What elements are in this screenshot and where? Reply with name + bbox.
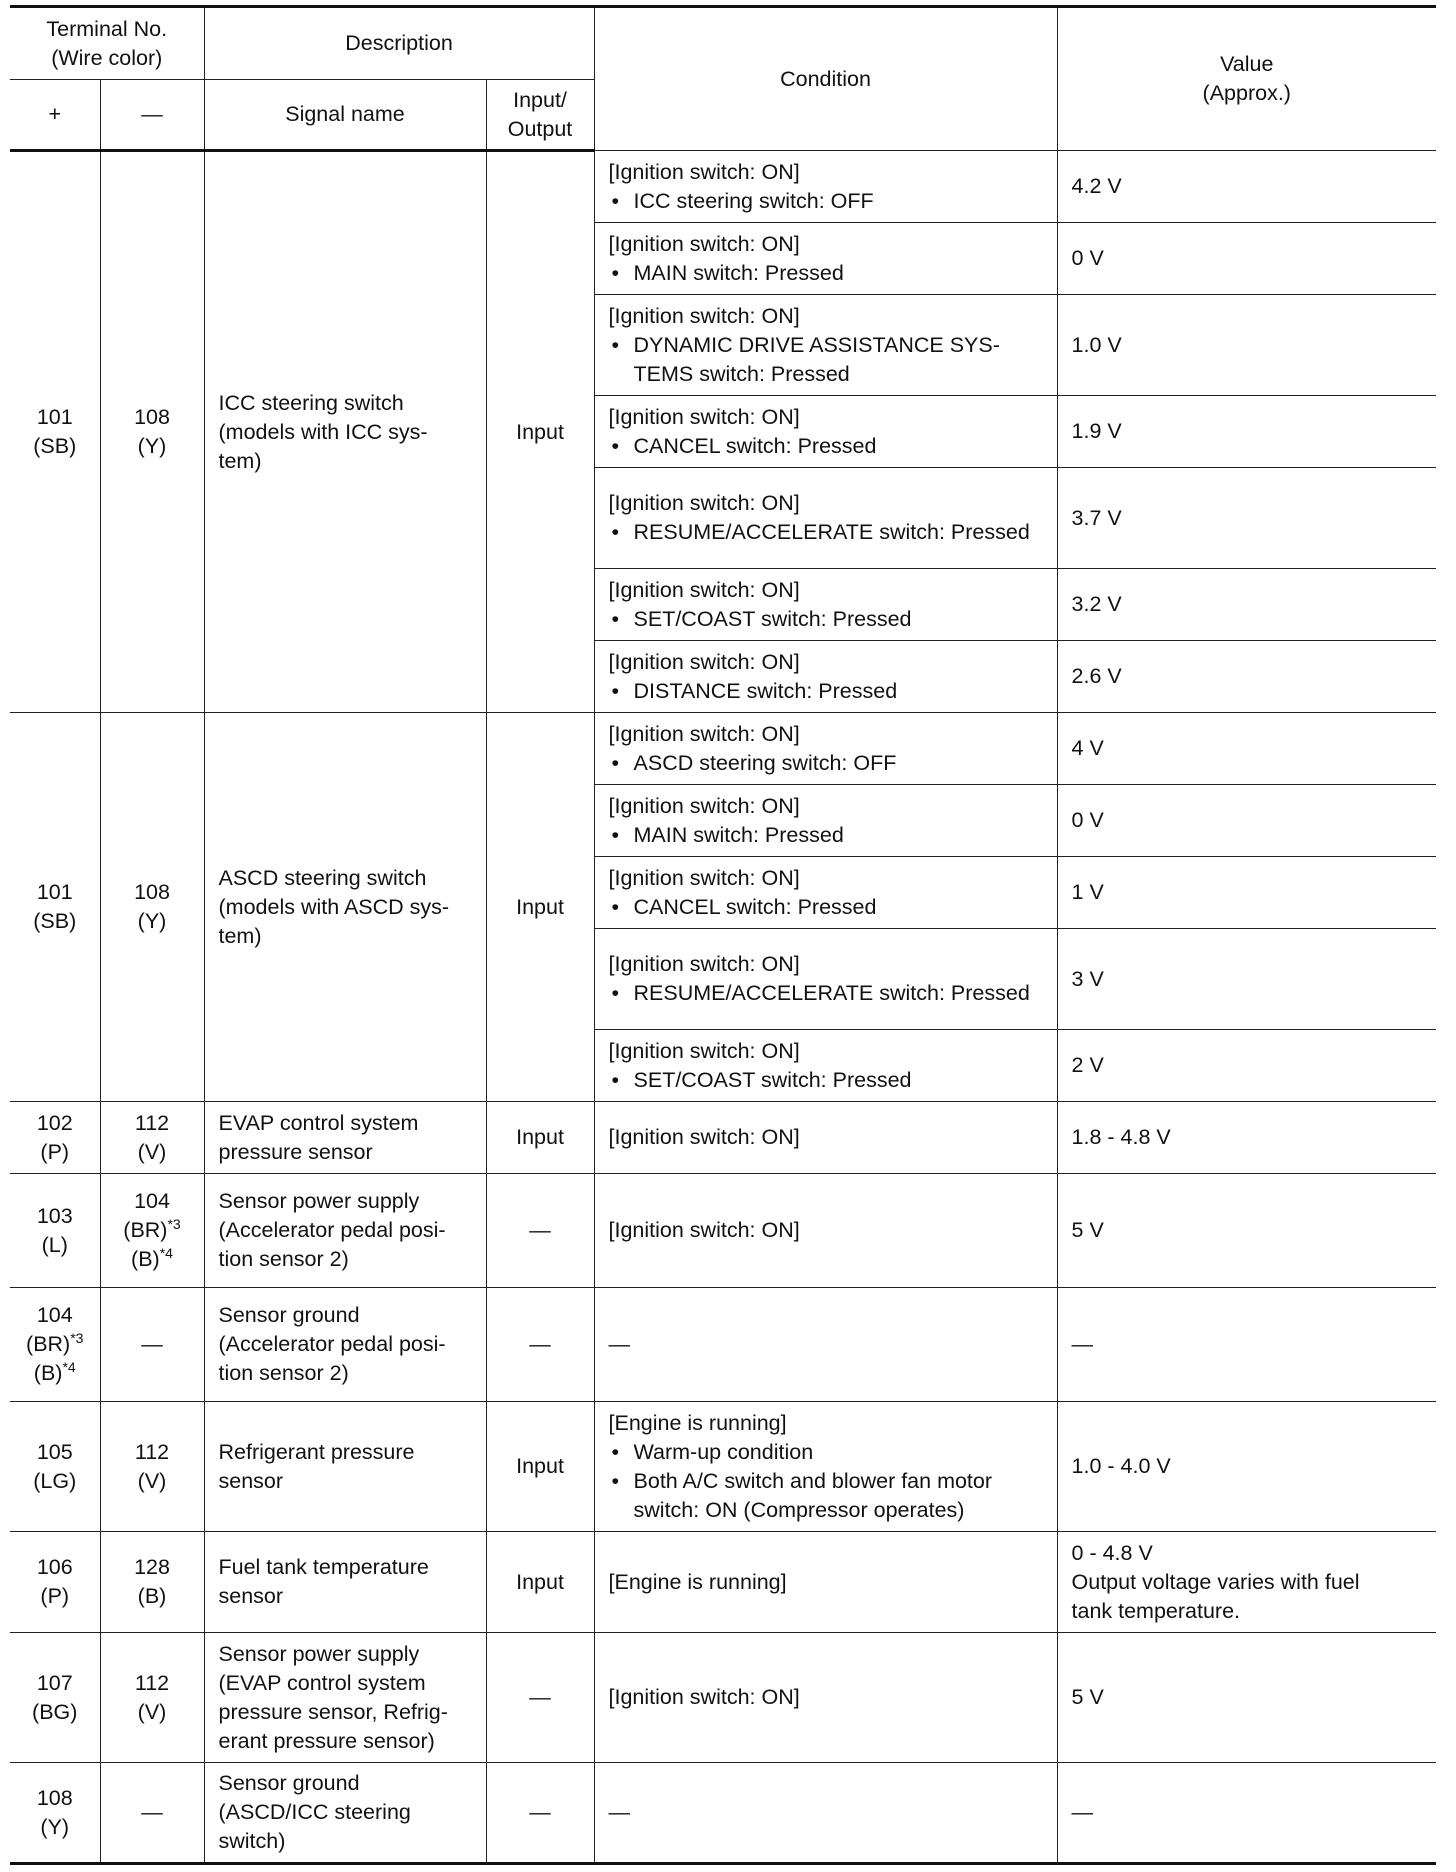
terminal-plus-cell xyxy=(10,1763,100,1864)
value-line: 4 V xyxy=(1071,736,1104,760)
wire-color: (V) xyxy=(137,1699,167,1724)
header-input-output xyxy=(486,80,594,151)
signal-name-cell xyxy=(204,1102,486,1174)
condition-state: [Ignition switch: ON] xyxy=(608,1125,800,1149)
signal-name-line: pressure sensor, Refrig- xyxy=(218,1699,448,1724)
condition-item: • Warm-up condition xyxy=(609,1438,1043,1467)
terminal-spec-page xyxy=(10,5,1436,1865)
signal-name-line: (Accelerator pedal posi- xyxy=(218,1218,446,1242)
signal-name-line: (models with ICC sys- xyxy=(218,419,428,444)
terminal-plus-cell xyxy=(10,1633,100,1763)
condition-cell xyxy=(594,1102,1057,1174)
condition-item: • SET/COAST switch: Pressed xyxy=(609,605,1043,634)
condition-item: • RESUME/ACCELERATE switch: Pressed xyxy=(609,979,1043,1008)
value-line: — xyxy=(1071,1800,1094,1824)
wire-color: (Y) xyxy=(137,909,167,933)
signal-name-line: tion sensor 2) xyxy=(218,1247,349,1271)
value-line: Output voltage varies with fuel xyxy=(1071,1569,1360,1594)
value-line: 3 V xyxy=(1071,966,1104,991)
signal-name-line: Fuel tank temperature xyxy=(218,1555,429,1579)
condition-item: • MAIN switch: Pressed xyxy=(609,259,1043,288)
condition-item: • CANCEL switch: Pressed xyxy=(609,432,1043,461)
condition-item: • CANCEL switch: Pressed xyxy=(609,893,1043,922)
header-terminal-no-label: Terminal No. xyxy=(46,16,168,41)
signal-name-line: tem) xyxy=(218,923,262,948)
value-cell xyxy=(1057,929,1436,1030)
table-row xyxy=(10,1532,1436,1633)
condition-state: [Ignition switch: ON] xyxy=(608,865,800,890)
signal-name-cell xyxy=(204,1532,486,1633)
wire-color: (LG) xyxy=(33,1468,77,1493)
condition-bullets xyxy=(609,749,1043,778)
table-header xyxy=(10,7,1436,151)
value-line: 4.2 V xyxy=(1071,174,1122,198)
value-cell xyxy=(1057,1102,1436,1174)
terminal-plus-cell xyxy=(10,1532,100,1633)
terminal-minus-cell xyxy=(100,1633,204,1763)
footnote-marker: *3 xyxy=(70,1330,84,1346)
table-row xyxy=(10,1102,1436,1174)
condition-bullets xyxy=(609,259,1043,288)
value-line: 1.0 - 4.0 V xyxy=(1071,1454,1171,1478)
terminal-plus-cell xyxy=(10,1174,100,1288)
condition-item: • ASCD steering switch: OFF xyxy=(609,749,1043,778)
condition-cell xyxy=(594,1030,1057,1102)
table-row xyxy=(10,713,1436,785)
value-cell xyxy=(1057,713,1436,785)
io-cell: Input xyxy=(486,1532,594,1633)
header-value-label: Value xyxy=(1220,52,1274,76)
value-line: 0 - 4.8 V xyxy=(1071,1540,1153,1565)
signal-name-line: tion sensor 2) xyxy=(218,1361,349,1385)
value-cell xyxy=(1057,785,1436,857)
condition-bullets xyxy=(609,187,1043,216)
terminal-number: 101 xyxy=(36,405,73,429)
terminal-number: — xyxy=(141,1332,163,1356)
signal-name-cell xyxy=(204,151,486,713)
condition-state: [Ignition switch: ON] xyxy=(608,1038,800,1063)
value-cell xyxy=(1057,857,1436,929)
condition-state: [Engine is running] xyxy=(608,1410,787,1435)
condition-cell xyxy=(594,1532,1057,1633)
terminal-number: 105 xyxy=(36,1439,73,1464)
wire-color: (L) xyxy=(41,1232,68,1257)
condition-state: [Ignition switch: ON] xyxy=(608,159,800,184)
terminal-minus-cell xyxy=(100,1288,204,1402)
signal-name-cell xyxy=(204,1763,486,1864)
condition-item: • SET/COAST switch: Pressed xyxy=(609,1066,1043,1095)
value-cell xyxy=(1057,468,1436,569)
condition-bullets xyxy=(609,893,1043,922)
table-row xyxy=(10,1402,1436,1532)
wire-color: (SB) xyxy=(33,434,77,458)
io-cell: Input xyxy=(486,151,594,713)
condition-item: • MAIN switch: Pressed xyxy=(609,821,1043,850)
condition-item: • RESUME/ACCELERATE switch: Pressed xyxy=(609,518,1043,547)
terminal-number: 108 xyxy=(36,1785,73,1810)
condition-bullets xyxy=(609,821,1043,850)
header-value-approx: (Approx.) xyxy=(1202,81,1291,105)
condition-state: [Ignition switch: ON] xyxy=(608,952,800,976)
terminal-plus-cell xyxy=(10,713,100,1102)
condition-cell xyxy=(594,1174,1057,1288)
value-line: — xyxy=(1071,1332,1094,1356)
condition-bullets xyxy=(609,677,1043,706)
signal-name-line: (ASCD/ICC steering xyxy=(218,1800,411,1824)
io-cell: — xyxy=(486,1633,594,1763)
signal-name-line: (models with ASCD sys- xyxy=(218,894,450,919)
condition-state: [Ignition switch: ON] xyxy=(608,649,800,674)
value-cell xyxy=(1057,569,1436,641)
signal-name-line: Sensor power supply xyxy=(218,1189,420,1213)
header-value xyxy=(1057,7,1436,151)
condition-item: • DISTANCE switch: Pressed xyxy=(609,677,1043,706)
condition-cell xyxy=(594,569,1057,641)
wire-color: (BG) xyxy=(32,1699,78,1724)
condition-item: • Both A/C switch and blower fan motor switch: ON (Compressor operates) xyxy=(609,1467,1043,1525)
io-cell: — xyxy=(486,1174,594,1288)
signal-name-cell xyxy=(204,1288,486,1402)
footnote-marker: *4 xyxy=(62,1359,76,1375)
value-line: 1.8 - 4.8 V xyxy=(1071,1125,1171,1149)
value-line: 2 V xyxy=(1071,1053,1104,1077)
io-cell: Input xyxy=(486,1402,594,1532)
value-line: 0 V xyxy=(1071,246,1104,270)
condition-state: [Ignition switch: ON] xyxy=(608,404,800,429)
terminal-number: 112 xyxy=(134,1670,170,1695)
wire-color: (P) xyxy=(40,1139,70,1164)
wire-color: (BR)$^{*3}$ xyxy=(123,1216,181,1242)
signal-name-line: sensor xyxy=(218,1584,284,1608)
wire-color: (Y) xyxy=(137,434,167,458)
condition-state: — xyxy=(608,1332,631,1356)
signal-name-line: Sensor ground xyxy=(218,1303,360,1327)
condition-bullets xyxy=(609,331,1043,389)
table-body xyxy=(10,151,1436,1864)
terminal-minus-cell xyxy=(100,1102,204,1174)
signal-name-cell xyxy=(204,1633,486,1763)
condition-bullets xyxy=(609,979,1043,1008)
condition-item: • DYNAMIC DRIVE ASSISTANCE SYS-TEMS switch: Pressed xyxy=(609,331,1043,389)
terminal-number: 104 xyxy=(36,1303,73,1327)
value-cell xyxy=(1057,1633,1436,1763)
wire-color: (P) xyxy=(40,1584,70,1608)
terminal-number: 103 xyxy=(36,1203,73,1228)
table-row xyxy=(10,1633,1436,1763)
condition-cell xyxy=(594,396,1057,468)
header-terminal-no xyxy=(10,7,204,80)
terminal-plus-cell xyxy=(10,151,100,713)
terminal-plus-cell xyxy=(10,1288,100,1402)
condition-cell xyxy=(594,1402,1057,1532)
value-line: 1.0 V xyxy=(1071,332,1122,357)
value-line: 1 V xyxy=(1071,880,1104,904)
terminal-number: 108 xyxy=(134,405,170,429)
condition-state: [Ignition switch: ON] xyxy=(608,303,800,328)
terminal-number: 112 xyxy=(134,1110,170,1135)
condition-state: [Ignition switch: ON] xyxy=(608,1218,800,1242)
wire-color: (BR)$^{*3}$ xyxy=(26,1330,84,1356)
value-cell xyxy=(1057,1763,1436,1864)
header-condition: Condition xyxy=(594,7,1057,151)
terminal-minus-cell xyxy=(100,1763,204,1864)
terminal-number: 112 xyxy=(134,1439,170,1464)
terminal-number: 107 xyxy=(36,1670,73,1695)
signal-name-line: switch) xyxy=(218,1829,286,1853)
condition-cell xyxy=(594,1633,1057,1763)
value-cell xyxy=(1057,1532,1436,1633)
signal-name-line: ASCD steering switch xyxy=(218,865,427,890)
terminal-spec-table xyxy=(10,5,1436,1865)
signal-name-line: sensor xyxy=(218,1468,284,1493)
condition-state: [Ignition switch: ON] xyxy=(608,793,800,818)
value-cell xyxy=(1057,1402,1436,1532)
terminal-minus-cell xyxy=(100,1174,204,1288)
value-cell xyxy=(1057,1174,1436,1288)
wire-color: (V) xyxy=(137,1139,167,1164)
value-cell xyxy=(1057,223,1436,295)
value-line: 2.6 V xyxy=(1071,664,1122,688)
header-input-output-line2: Output xyxy=(507,116,573,141)
condition-state: [Ignition switch: ON] xyxy=(608,1685,800,1709)
value-line: tank temperature. xyxy=(1071,1598,1241,1623)
value-line: 3.2 V xyxy=(1071,592,1122,616)
terminal-plus-cell xyxy=(10,1102,100,1174)
table-row xyxy=(10,1288,1436,1402)
signal-name-cell xyxy=(204,1402,486,1532)
wire-color: $(B)^{*4}$ xyxy=(131,1245,173,1271)
header-description: Description xyxy=(204,7,594,80)
io-cell: Input xyxy=(486,713,594,1102)
io-cell: — xyxy=(486,1288,594,1402)
condition-state: [Engine is running] xyxy=(608,1569,787,1594)
condition-cell xyxy=(594,1763,1057,1864)
io-cell: Input xyxy=(486,1102,594,1174)
value-line: 1.9 V xyxy=(1071,419,1122,443)
value-cell xyxy=(1057,396,1436,468)
terminal-minus-cell xyxy=(100,1402,204,1532)
signal-name-line: (Accelerator pedal posi- xyxy=(218,1332,446,1356)
value-line: 5 V xyxy=(1071,1685,1104,1709)
header-plus: + xyxy=(10,80,100,151)
value-line: 5 V xyxy=(1071,1218,1104,1242)
header-minus: — xyxy=(100,80,204,151)
condition-cell xyxy=(594,713,1057,785)
condition-bullets xyxy=(609,1438,1043,1525)
condition-cell xyxy=(594,785,1057,857)
signal-name-line: (EVAP control system xyxy=(218,1670,426,1695)
condition-cell xyxy=(594,929,1057,1030)
signal-name-cell xyxy=(204,1174,486,1288)
terminal-plus-cell xyxy=(10,1402,100,1532)
condition-bullets xyxy=(609,432,1043,461)
table-row xyxy=(10,1174,1436,1288)
condition-bullets xyxy=(609,1066,1043,1095)
signal-name-line: Refrigerant pressure xyxy=(218,1439,415,1464)
io-cell: — xyxy=(486,1763,594,1864)
signal-name-line: Sensor power supply xyxy=(218,1641,420,1666)
signal-name-line: erant pressure sensor) xyxy=(218,1728,435,1753)
condition-cell xyxy=(594,641,1057,713)
value-line: 0 V xyxy=(1071,808,1104,832)
terminal-number: 108 xyxy=(134,880,170,904)
condition-state: [Ignition switch: ON] xyxy=(608,721,800,746)
value-line: 3.7 V xyxy=(1071,505,1122,530)
footnote-marker: *3 xyxy=(167,1216,181,1232)
condition-bullets xyxy=(609,605,1043,634)
table-row xyxy=(10,151,1436,223)
signal-name-cell xyxy=(204,713,486,1102)
condition-cell xyxy=(594,223,1057,295)
signal-name-line: EVAP control system xyxy=(218,1110,419,1135)
footnote-marker: *4 xyxy=(159,1245,173,1261)
condition-state: [Ignition switch: ON] xyxy=(608,577,800,602)
wire-color: (Y) xyxy=(40,1814,70,1839)
signal-name-line: tem) xyxy=(218,448,262,473)
condition-cell xyxy=(594,151,1057,223)
wire-color: (SB) xyxy=(33,909,77,933)
table-row xyxy=(10,1763,1436,1864)
signal-name-line: ICC steering switch xyxy=(218,390,404,415)
wire-color: $(B)^{*4}$ xyxy=(33,1359,76,1385)
condition-state: [Ignition switch: ON] xyxy=(608,231,800,256)
condition-cell xyxy=(594,468,1057,569)
condition-bullets xyxy=(609,518,1043,547)
condition-state: — xyxy=(608,1800,631,1824)
condition-state: [Ignition switch: ON] xyxy=(608,491,800,515)
value-cell xyxy=(1057,295,1436,396)
signal-name-line: Sensor ground xyxy=(218,1771,360,1795)
terminal-number: 128 xyxy=(134,1555,170,1579)
condition-cell xyxy=(594,857,1057,929)
terminal-number: 102 xyxy=(36,1110,73,1135)
value-cell xyxy=(1057,1030,1436,1102)
terminal-minus-cell xyxy=(100,1532,204,1633)
wire-color: (V) xyxy=(137,1468,167,1493)
condition-item: • ICC steering switch: OFF xyxy=(609,187,1043,216)
value-cell xyxy=(1057,641,1436,713)
terminal-number: 104 xyxy=(134,1189,170,1213)
terminal-minus-cell xyxy=(100,713,204,1102)
value-cell xyxy=(1057,1288,1436,1402)
condition-cell xyxy=(594,295,1057,396)
terminal-number: 106 xyxy=(36,1555,73,1579)
terminal-number: — xyxy=(141,1800,163,1824)
terminal-number: 101 xyxy=(36,880,73,904)
wire-color: (B) xyxy=(137,1584,167,1608)
terminal-minus-cell xyxy=(100,151,204,713)
header-input-output-line1: Input/ xyxy=(513,87,567,112)
signal-name-line: pressure sensor xyxy=(218,1139,373,1164)
header-signal-name: Signal name xyxy=(204,80,486,151)
value-cell xyxy=(1057,151,1436,223)
condition-cell xyxy=(594,1288,1057,1402)
header-wire-color-label: (Wire color) xyxy=(51,45,163,70)
